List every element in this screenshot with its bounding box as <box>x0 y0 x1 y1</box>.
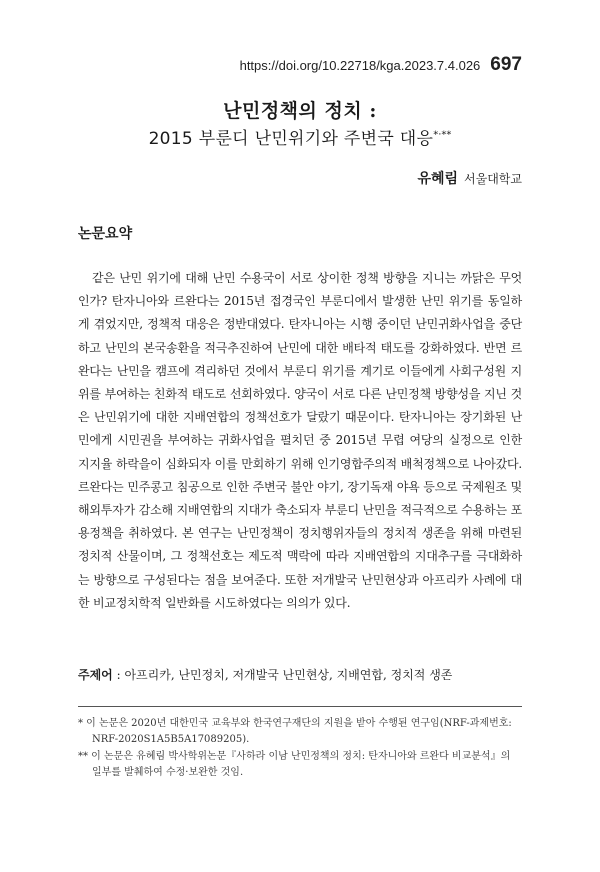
footnote-divider <box>78 706 522 707</box>
title-line-2-text: 2015 부룬디 난민위기와 주변국 대응 <box>148 129 434 149</box>
abstract-heading: 논문요약 <box>78 226 133 242</box>
page-header <box>240 54 522 76</box>
keywords-separator: : <box>112 668 125 682</box>
footnote-1: * 이 논문은 2020년 대한민국 교육부와 한국연구재단의 지원을 받아 수행된 연구임(NRF-과제번호: NRF-2020S1A5B5A17089205). <box>78 718 512 745</box>
footnote-2: ** 이 논문은 유혜림 박사학위논문『사하라 이남 난민정책의 정치: 탄자니아와 르완다 비교분석』의 일부를 발췌하여 수정·보완한 것임. <box>78 751 511 778</box>
page-number: 697 <box>490 54 522 75</box>
footnotes <box>78 716 522 782</box>
doi-link[interactable]: https://doi.org/10.22718/kga.2023.7.4.026 <box>239 58 481 73</box>
author-block <box>417 168 522 188</box>
abstract-body: 같은 난민 위기에 대해 난민 수용국이 서로 상이한 정책 방향을 지니는 까닭은 무엇인가? 탄자니아와 르완다는 2015년 접경국인 부룬디에서 발생한 난민 위기를 동일하게 겪었지만, 정책적 대응은 정반대였다. 탄자니아는 시행 중이던 난민귀화사업을 중단하고 난민의 본국송환을 적극추진하여 난민에 대한 배타적 태도를 강화하였다. 반면 르완다는 난민을 캠프에 격리하던 것에서 부룬디 위기를 계기로 이들에게 사회구성원 지위를 부여하는 친화적 태도로 선회하였다. 양국이 서로 다른 난민정책 방향성을 지닌 것은 난민위기에 대한 지배연합의 정책선호가 달랐기 때문이다. 탄자니아는 장기화된 난민에게 시민권을 부여하는 귀화사업을 펼치던 중 2015년 무렵 여당의 실정으로 인한 지지율 하락을이 심화되자 이를 만회하기 위해 인기영합주의적 배척정책으로 나아갔다. 르완다는 민주콩고 침공으로 인한 주변국 불안 야기, 장기독재 야욕 등으로 국제원조 및 해외투자가 감소해 지배연합의 지대가 축소되자 부룬디 난민을 적극적으로 수용하는 포용정책을 취하였다. 본 연구는 난민정책이 정치행위자들의 정치적 생존을 위해 마련된 정치적 산물이며, 그 정책선호는 제도적 맥락에 따라 지배연합의 지대추구를 극대화하는 방향으로 구성된다는 점을 보여준다. 또한 저개발국 난민현상과 아프리카 사례에 대한 비교정치학적 일반화를 시도하였다는 의의가 있다. <box>78 271 522 610</box>
title-footnote-marks: *·** <box>433 129 452 141</box>
title-line-1: 난민정책의 정치 : <box>223 100 377 122</box>
author-affiliation: 서울대학교 <box>464 172 522 186</box>
keywords <box>78 666 522 684</box>
author-name: 유혜림 <box>417 171 459 187</box>
keywords-label: 주제어 <box>78 668 113 682</box>
keywords-text: 아프리카, 난민정치, 저개발국 난민현상, 지배연합, 정치적 생존 <box>124 668 453 682</box>
title-line-2 <box>0 124 600 149</box>
